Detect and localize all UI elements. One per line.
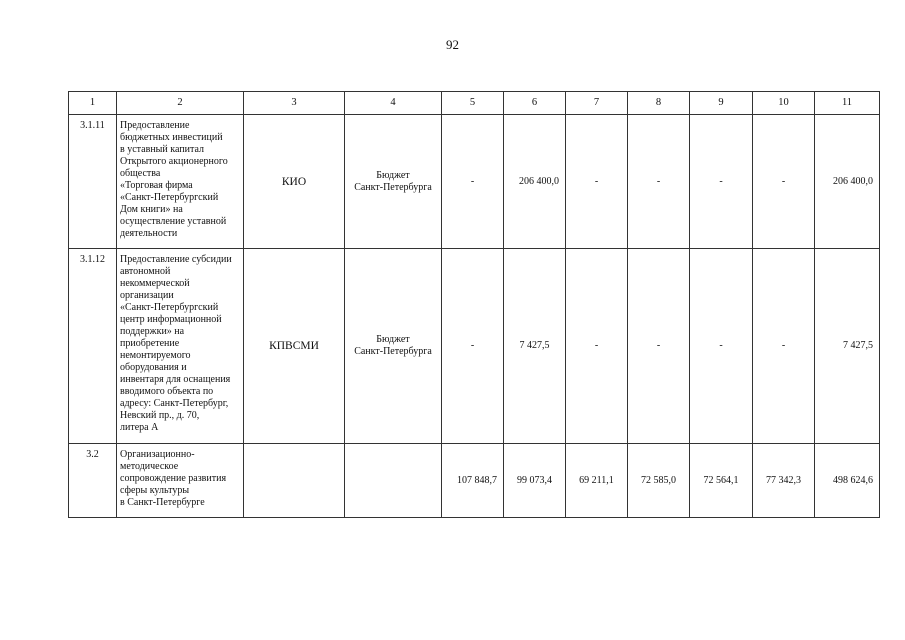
- row-number: 3.2: [69, 444, 117, 518]
- header-cell: 3: [244, 92, 345, 115]
- value-cell: -: [628, 115, 690, 249]
- row-funding-source: [345, 115, 442, 249]
- row-number: 3.1.12: [69, 249, 117, 444]
- description-line: в Санкт-Петербурге: [120, 497, 205, 508]
- header-cell: 5: [442, 92, 504, 115]
- description-line: Открытого акционерного: [120, 156, 228, 167]
- row-description: [117, 249, 244, 444]
- funding-source-line: Санкт-Петербурга: [354, 181, 432, 193]
- header-cell: 8: [628, 92, 690, 115]
- value-cell: 72 564,1: [690, 444, 753, 518]
- value-cell: 99 073,4: [504, 444, 566, 518]
- description-line: «Торговая фирма: [120, 180, 193, 191]
- description-line: автономной: [120, 266, 171, 277]
- header-cell: 2: [117, 92, 244, 115]
- description-line: «Санкт-Петербургский: [120, 192, 219, 203]
- value-cell: 206 400,0: [815, 115, 880, 249]
- header-cell: 6: [504, 92, 566, 115]
- budget-table: [68, 91, 880, 518]
- value-cell: 72 585,0: [628, 444, 690, 518]
- header-cell: 11: [815, 92, 880, 115]
- description-line: немонтируемого: [120, 350, 191, 361]
- value-cell: -: [753, 115, 815, 249]
- description-line: сопровождение развития: [120, 473, 227, 484]
- description-line: Невский пр., д. 70,: [120, 410, 200, 421]
- value-cell: 107 848,7: [442, 444, 504, 518]
- description-line: литера А: [120, 422, 159, 433]
- description-line: поддержки» на: [120, 326, 185, 337]
- description-line: инвентаря для оснащения: [120, 374, 231, 385]
- header-cell: 7: [566, 92, 628, 115]
- row-executor: КИО: [244, 115, 345, 249]
- description-line: организации: [120, 290, 174, 301]
- description-line: сферы культуры: [120, 485, 190, 496]
- description-line: деятельности: [120, 228, 178, 239]
- row-funding-source: [345, 444, 442, 518]
- row-executor: [244, 444, 345, 518]
- value-cell: 7 427,5: [815, 249, 880, 444]
- header-cell: 4: [345, 92, 442, 115]
- description-line: Организационно-: [120, 449, 195, 460]
- description-line: Предоставление: [120, 120, 190, 131]
- value-cell: 7 427,5: [504, 249, 566, 444]
- value-cell: -: [442, 249, 504, 444]
- header-cell: 9: [690, 92, 753, 115]
- table-row: [69, 249, 880, 444]
- row-number: 3.1.11: [69, 115, 117, 249]
- description-line: бюджетных инвестиций: [120, 132, 223, 143]
- description-line: общества: [120, 168, 161, 179]
- row-description: [117, 444, 244, 518]
- row-description: [117, 115, 244, 249]
- row-executor: КПВСМИ: [244, 249, 345, 444]
- value-cell: -: [628, 249, 690, 444]
- table-row: [69, 444, 880, 518]
- value-cell: 77 342,3: [753, 444, 815, 518]
- description-line: вводимого объекта по: [120, 386, 214, 397]
- description-line: Предоставление субсидии: [120, 254, 232, 265]
- funding-source-line: Бюджет: [376, 334, 410, 345]
- value-cell: -: [566, 115, 628, 249]
- header-cell: 1: [69, 92, 117, 115]
- value-cell: -: [442, 115, 504, 249]
- description-line: некоммерческой: [120, 278, 190, 289]
- description-line: адресу: Санкт-Петербург,: [120, 398, 229, 409]
- funding-source-line: Бюджет: [376, 169, 410, 181]
- description-line: приобретение: [120, 338, 180, 349]
- value-cell: -: [690, 115, 753, 249]
- description-line: методическое: [120, 461, 179, 472]
- description-line: «Санкт-Петербургский: [120, 302, 219, 313]
- value-cell: -: [690, 249, 753, 444]
- header-cell: 10: [753, 92, 815, 115]
- funding-source-line: Санкт-Петербурга: [354, 346, 432, 357]
- value-cell: -: [753, 249, 815, 444]
- value-cell: 69 211,1: [566, 444, 628, 518]
- row-funding-source: [345, 249, 442, 444]
- description-line: оборудования и: [120, 362, 187, 373]
- value-cell: 498 624,6: [815, 444, 880, 518]
- page-number: 92: [446, 37, 459, 52]
- description-line: в уставный капитал: [120, 144, 204, 155]
- value-cell: -: [566, 249, 628, 444]
- value-cell: 206 400,0: [504, 115, 566, 249]
- description-line: осуществление уставной: [120, 216, 227, 227]
- description-line: Дом книги» на: [120, 204, 183, 215]
- table-header-row: [69, 92, 880, 115]
- table-row: [69, 115, 880, 249]
- description-line: центр информационной: [120, 314, 222, 325]
